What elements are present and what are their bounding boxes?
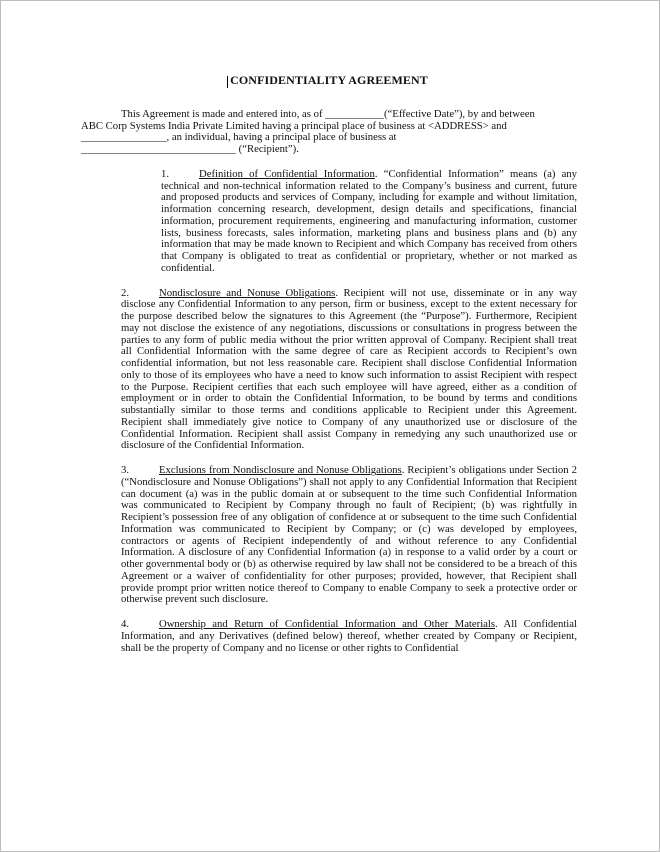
section-3 — [121, 465, 577, 606]
document-body — [81, 75, 577, 654]
section-4 — [121, 619, 577, 654]
intro-line3-text: , an individual, having a principal place of business at — [166, 131, 397, 144]
text-cursor — [227, 76, 228, 88]
section-2 — [121, 288, 577, 453]
intro-line4-text: (“Recipient”). — [235, 143, 299, 155]
section-1-heading: Definition of Confidential Information — [199, 167, 375, 180]
individual-name-blank: ________________ — [81, 131, 167, 144]
section-2-heading: Nondisclosure and Nonuse Obligations — [159, 286, 336, 299]
intro-line1-text: This Agreement is made and entered into, as of — [121, 107, 326, 120]
title-text: CONFIDENTIALITY AGREEMENT — [230, 73, 428, 87]
section-1-body: . “Confidential Information” means (a) any technical and non-technical information related to the Company’s business and current, future and proposed products and services of Company, including for example and without limitation, information concerning research, development, design details and specifications, financial information, procurement requirements, engineering and manufacturing information, customer lists, business forecasts, sales information, marketing plans and business plans and (b) any information that may be made known to Recipient and which Company has received from others that Company is obligated to treat as confidential or proprietary, whether or not marked as confidential. — [161, 167, 577, 274]
section-3-number: 3. — [121, 464, 130, 476]
section-2-body: . Recipient will not use, disseminate or in any way disclose any Confidential Information to any person, firm or business, except to the extent necessary for the purpose described below the signatures to this Agreement (the “Purpose”). Furthermore, Recipient may not disclose the existence of any negotiations, discussions or consultations in progress between the parties to any form of public media without the prior written approval of Company. Recipient shall treat all Confidential Information with the same degree of care as Recipient accords to Recipient’s own confidential information, but not less reasonable care. Recipient shall disclose Confidential Information only to those of its employees who have a need to know such information to assist Recipient with respect to the Purpose. Recipient certifies that each such employee will have agreed, either as a condition of employment or in order to obtain the Confidential Information, to be bound by terms and conditions substantially similar to those terms and conditions applicable to Recipient under this Agreement. Recipient shall immediately give notice to Company of any unauthorized use or disclosure of the Confidential Information. Recipient shall assist Company in remedying any such unauthorized use or disclosure of the Confidential Information. — [121, 286, 577, 452]
section-3-heading: Exclusions from Nondisclosure and Nonuse Obligations — [159, 464, 402, 476]
document-title — [81, 75, 577, 87]
section-4-body: . All Confidential Information, and any Derivatives (defined below) thereof, whether created by Company or Recipient, shall be the property of Company and no license or other rights to Confidential — [121, 618, 577, 654]
intro-paragraph — [81, 109, 577, 156]
recipient-address-blank: _____________________________ — [81, 143, 236, 155]
section-4-heading: Ownership and Return of Confidential Information and Other Materials — [159, 618, 496, 630]
intro-line2-text: ABC Corp Systems India Private Limited having a principal place of business at <ADDRESS> and — [81, 119, 507, 132]
section-1 — [121, 169, 577, 275]
effective-date-blank: ___________ — [325, 107, 384, 120]
section-3-body: . Recipient’s obligations under Section 2 (“Nondisclosure and Nonuse Obligations”) shall not apply to any Confidential Information that Recipient can document (a) was in the public domain at or subsequent to the time such Confidential Information was communicated to Recipient by Company through no fault of Recipient; (b) was rightfully in Recipient’s possession free of any obligation of confidence at or subsequent to the time such Confidential Information was communicated to Recipient by Company; or (c) was developed by employees, contractors or agents of Recipient independently of and without reference to any Confidential Information. A disclosure of any Confidential Information (a) in response to a valid order by a court or other governmental body or (b) as otherwise required by law shall not be considered to be a breach of this Agreement or a waiver of confidentiality for other purposes; provided, however, that Recipient shall provide prompt prior written notice thereof to Company to enable Company to seek a protective order or otherwise prevent such disclosure. — [121, 464, 577, 606]
section-1-number: 1. — [161, 167, 170, 180]
section-4-number: 4. — [121, 618, 130, 630]
section-2-number: 2. — [121, 286, 130, 299]
intro-line1-tail: (“Effective Date”), by and between — [383, 107, 535, 120]
